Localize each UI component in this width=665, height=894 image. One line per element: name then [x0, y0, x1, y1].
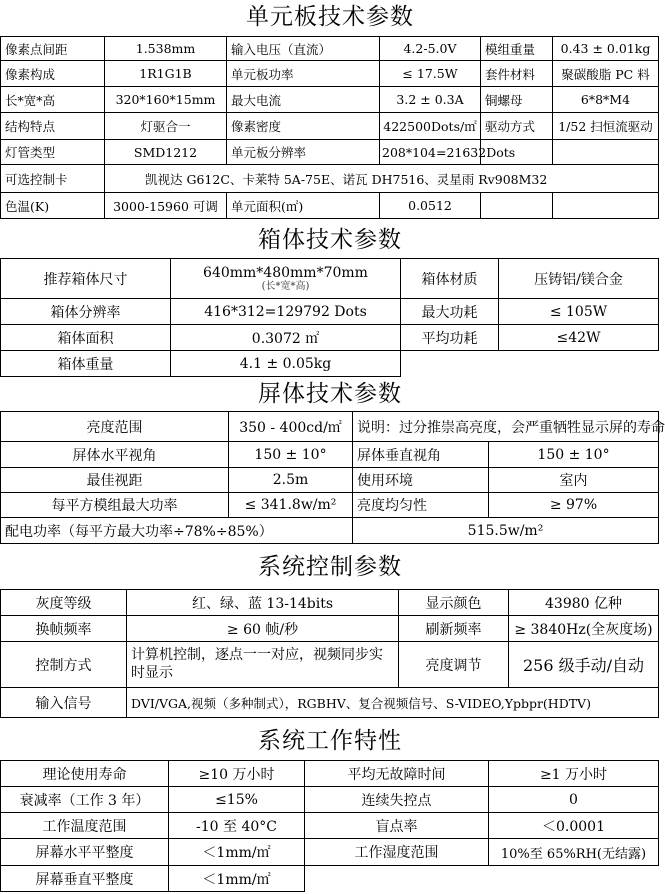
table-cell: 3000-15960 可调 [105, 193, 227, 219]
table-cell: 像素密度 [227, 113, 380, 140]
table-cell: 箱体面积 [1, 325, 171, 351]
table-row [1, 813, 659, 839]
table-cell: 显示颜色 [399, 590, 509, 616]
table-row [1, 761, 659, 787]
table-cell: ≥ 60 帧/秒 [127, 616, 399, 642]
table-cell: 单元板分辨率 [227, 140, 380, 165]
table-cell: ≤ 17.5W [380, 61, 481, 87]
table-cell: ≥ 3840Hz(全灰度场) [509, 616, 659, 642]
table-cell: ＜1mm/㎡ [169, 839, 305, 866]
table-cell: 0.3072 ㎡ [171, 325, 401, 351]
table-row [1, 259, 659, 299]
table-cell: 输入电压（直流） [227, 37, 380, 61]
table-cell [305, 866, 489, 892]
table-cell: 灯管类型 [1, 140, 105, 165]
table-cell: 320*160*15mm [105, 87, 227, 113]
table-cell: 连续失控点 [305, 787, 489, 813]
table-row [1, 351, 659, 377]
table-cell: 箱体重量 [1, 351, 171, 377]
table-cell: 输入信号 [1, 688, 127, 718]
table-cell: 0 [489, 787, 659, 813]
table-row [1, 839, 659, 866]
table-cell: 箱体分辨率 [1, 299, 171, 325]
table-cell: 盲点率 [305, 813, 489, 839]
brightness-note: 说明：过分推崇高亮度，会严重牺牲显示屏的寿命 [353, 412, 659, 442]
table-cell: 红、绿、蓝 13-14bits [127, 590, 399, 616]
work-section-title: 系统工作特性 [258, 728, 402, 754]
table-cell: 灯驱合一 [105, 113, 227, 140]
cabinet-spec-table [0, 258, 659, 377]
table-row [1, 688, 659, 718]
table-cell: ≥10 万小时 [169, 761, 305, 787]
table-cell: 屏体水平视角 [1, 442, 229, 468]
table-cell: 像素点间距 [1, 37, 105, 61]
table-cell: 最佳视距 [1, 468, 229, 493]
table-row [1, 468, 659, 493]
table-cell: 150 ± 10° [489, 442, 659, 468]
table-cell: DVI/VGA,视频（多种制式），RGBHV、复合视频信号、S-VIDEO,Ypbpr(HDTV) [127, 688, 659, 718]
table-cell: 4.2-5.0V [380, 37, 481, 61]
system-spec-table [0, 589, 659, 718]
table-cell [499, 351, 659, 377]
table-cell: 单元面积(㎡) [227, 193, 380, 219]
table-row [1, 518, 659, 544]
table-cell: 平均功耗 [401, 325, 499, 351]
table-row [1, 616, 659, 642]
work-spec-table [0, 760, 659, 892]
table-cell: 刷新频率 [399, 616, 509, 642]
control-card-value: 凯视达 G612C、卡莱特 5A-75E、诺瓦 DH7516、灵星雨 Rv908M32 [105, 165, 659, 193]
table-cell: 换帧频率 [1, 616, 127, 642]
table-cell: 理论使用寿命 [1, 761, 169, 787]
table-row [1, 165, 659, 193]
table-cell: 1.538mm [105, 37, 227, 61]
table-cell: 416*312=129792 Dots [171, 299, 401, 325]
table-cell: 使用环境 [353, 468, 489, 493]
screen-spec-table [0, 411, 665, 544]
table-cell [489, 866, 659, 892]
table-cell: 结构特点 [1, 113, 105, 140]
table-cell: 箱体材质 [401, 259, 499, 299]
cabinet-size-note: (长*宽*高) [261, 281, 310, 292]
table-cell: 0.0512 [380, 193, 481, 219]
table-row [1, 61, 659, 87]
table-row [1, 590, 659, 616]
table-cell: 1/52 扫恒流驱动 [553, 113, 659, 140]
table-cell: -10 至 40°C [169, 813, 305, 839]
table-cell [401, 351, 499, 377]
cabinet-size-value: 640mm*480mm*70mm [203, 265, 368, 281]
table-cell: 像素构成 [1, 61, 105, 87]
table-cell: 0.43 ± 0.01kg [553, 37, 659, 61]
table-row [1, 412, 659, 442]
panel-section-title: 单元板技术参数 [246, 4, 414, 30]
table-cell: 515.5w/m² [353, 518, 659, 544]
table-cell: 6*8*M4 [553, 87, 659, 113]
table-cell: 套件材料 [481, 61, 553, 87]
table-cell: 最大电流 [227, 87, 380, 113]
table-cell: 推荐箱体尺寸 [1, 259, 171, 299]
table-cell: 铜螺母 [481, 87, 553, 113]
table-cell: 屏体垂直视角 [353, 442, 489, 468]
table-cell: 屏幕水平平整度 [1, 839, 169, 866]
table-cell: ＜0.0001 [489, 813, 659, 839]
table-cell: 室内 [489, 468, 659, 493]
table-cell: 平均无故障时间 [305, 761, 489, 787]
table-cell: 3.2 ± 0.3A [380, 87, 481, 113]
table-cell: 350 - 400cd/㎡ [229, 412, 353, 442]
table-cell: 最大功耗 [401, 299, 499, 325]
panel-spec-table [0, 36, 659, 219]
table-cell: ≤42W [499, 325, 659, 351]
table-row [1, 87, 659, 113]
table-cell: 单元板功率 [227, 61, 380, 87]
table-cell: 可选控制卡 [1, 165, 105, 193]
table-cell [553, 140, 659, 165]
table-row [1, 37, 659, 61]
table-cell: 计算机控制，逐点一一对应，视频同步实时显示 [127, 642, 399, 688]
table-cell: 256 级手动/自动 [509, 642, 659, 688]
cabinet-section-title: 箱体技术参数 [258, 227, 402, 253]
table-row [1, 787, 659, 813]
table-cell [481, 193, 553, 219]
table-cell: 长*宽*高 [1, 87, 105, 113]
table-cell: 150 ± 10° [229, 442, 353, 468]
table-cell: 衰减率（工作 3 年） [1, 787, 169, 813]
screen-section-title: 屏体技术参数 [258, 381, 402, 407]
table-cell: 压铸铝/镁合金 [499, 259, 659, 299]
table-cell: 模组重量 [481, 37, 553, 61]
table-cell: 色温(K) [1, 193, 105, 219]
table-cell: 2.5m [229, 468, 353, 493]
table-row [1, 493, 659, 518]
table-cell: 工作温度范围 [1, 813, 169, 839]
table-row [1, 113, 659, 140]
table-row [1, 442, 659, 468]
table-cell: 亮度均匀性 [353, 493, 489, 518]
table-cell: ≥1 万小时 [489, 761, 659, 787]
table-row [1, 325, 659, 351]
table-cell: 422500Dots/㎡ [380, 113, 481, 140]
table-cell: 208*104=21632Dots [380, 140, 481, 165]
table-cell: ＜1mm/㎡ [169, 866, 305, 892]
table-cell: 4.1 ± 0.05kg [171, 351, 401, 377]
table-row [1, 642, 659, 688]
table-cell: 亮度调节 [399, 642, 509, 688]
table-row [1, 299, 659, 325]
system-section-title: 系统控制参数 [258, 554, 402, 580]
table-cell: 1R1G1B [105, 61, 227, 87]
table-cell [171, 259, 401, 299]
table-cell: SMD1212 [105, 140, 227, 165]
table-cell: ≤ 341.8w/m² [229, 493, 353, 518]
table-cell: 每平方模组最大功率 [1, 493, 229, 518]
table-cell: 配电功率（每平方最大功率÷78%÷85%） [1, 518, 353, 544]
table-cell: 灰度等级 [1, 590, 127, 616]
table-cell: 工作湿度范围 [305, 839, 489, 866]
table-row [1, 140, 659, 165]
table-cell: 屏幕垂直平整度 [1, 866, 169, 892]
table-cell: 驱动方式 [481, 113, 553, 140]
table-cell: 亮度范围 [1, 412, 229, 442]
table-row [1, 866, 659, 892]
table-cell: 10%至 65%RH(无结露) [489, 839, 659, 866]
table-cell [553, 193, 659, 219]
table-cell: 控制方式 [1, 642, 127, 688]
table-cell: ≤15% [169, 787, 305, 813]
table-cell: ≤ 105W [499, 299, 659, 325]
table-cell: 聚碳酸脂 PC 料 [553, 61, 659, 87]
table-row [1, 193, 659, 219]
table-cell: ≥ 97% [489, 493, 659, 518]
table-cell: 43980 亿种 [509, 590, 659, 616]
